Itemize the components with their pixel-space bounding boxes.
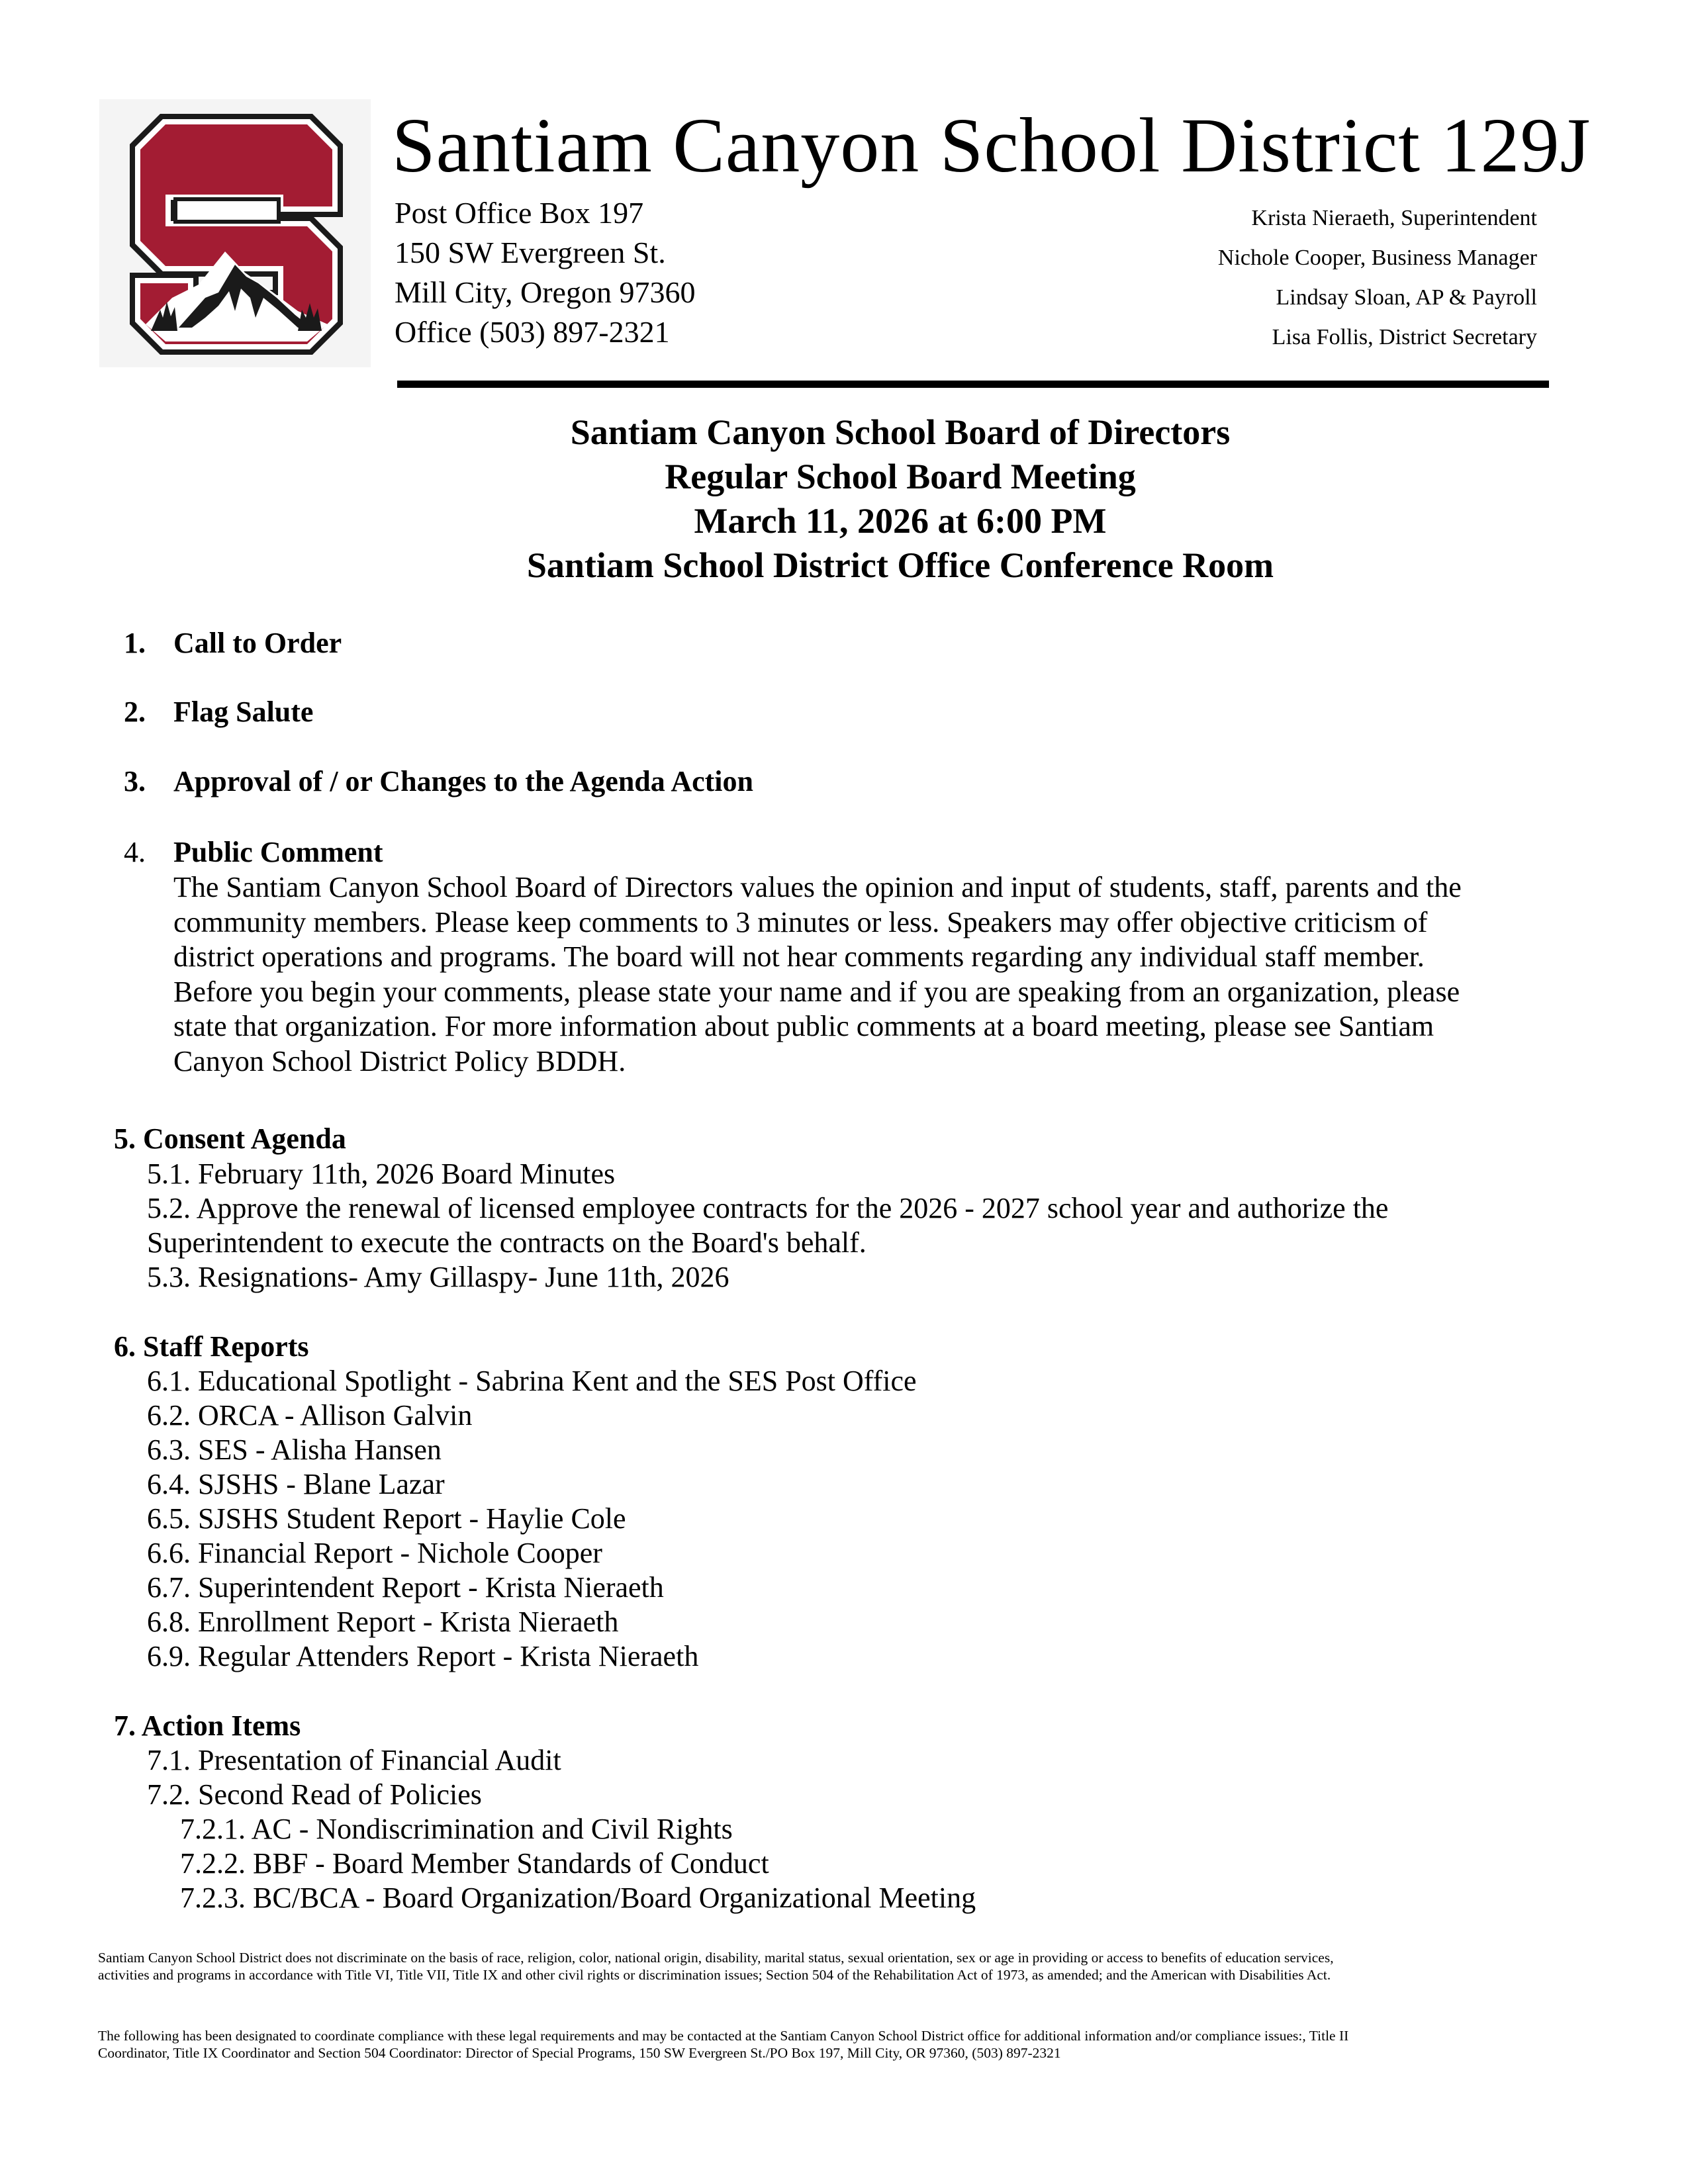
meeting-type: Regular School Board Meeting xyxy=(665,457,1136,496)
paragraph-line: community members. Please keep comments to 3 minutes or less. Speakers may offer objective criticism of xyxy=(173,905,1428,938)
staff-ap-payroll: Lindsay Sloan, AP & Payroll xyxy=(1276,285,1537,310)
agenda-item-label: Public Comment xyxy=(173,836,383,868)
policy-item: 7.2.1. AC - Nondiscrimination and Civil Rights xyxy=(180,1813,733,1845)
nondiscrimination-notice xyxy=(98,1949,1554,1983)
district-staff-list xyxy=(1218,199,1537,357)
meeting-datetime: March 11, 2026 at 6:00 PM xyxy=(694,501,1107,541)
agenda-item-number: 4. xyxy=(124,836,146,868)
agenda-item-label: Flag Salute xyxy=(173,696,314,728)
paragraph-line: The Santiam Canyon School Board of Directors values the opinion and input of students, staff, parents and the xyxy=(173,871,1462,903)
paragraph-line: Before you begin your comments, please state your name and if you are speaking from an organization, please xyxy=(173,975,1460,1008)
agenda-item-number: 1. xyxy=(124,627,146,659)
consent-item: 5.2. Approve the renewal of licensed employee contracts for the 2026 - 2027 school year and authorize the xyxy=(147,1192,1389,1224)
footer-line: activities and programs in accordance with Title VI, Title VII, Title IX and other civil rights or discrimination issues; Section 504 of the Rehabilitation Act of 1973, as amended; and the American with Disabilities Act. xyxy=(98,1967,1331,1983)
header-divider xyxy=(397,381,1549,388)
agenda-item-label: Approval of / or Changes to the Agenda Action xyxy=(173,765,754,797)
policy-item: 7.2.2. BBF - Board Member Standards of Conduct xyxy=(180,1847,769,1880)
action-item: 7.2. Second Read of Policies xyxy=(147,1778,482,1811)
compliance-coordinator-notice xyxy=(98,2027,1554,2062)
paragraph-line: district operations and programs. The board will not hear comments regarding any individual staff member. xyxy=(173,940,1425,973)
office-phone: Office (503) 897-2321 xyxy=(395,315,670,349)
consent-item-continuation: Superintendent to execute the contracts on the Board's behalf. xyxy=(147,1226,867,1259)
consent-item: 5.3. Resignations- Amy Gillaspy- June 11th, 2026 xyxy=(147,1261,729,1293)
staff-report-item: 6.1. Educational Spotlight - Sabrina Kent and the SES Post Office xyxy=(147,1365,917,1397)
staff-report-item: 6.7. Superintendent Report - Krista Nieraeth xyxy=(147,1571,664,1604)
staff-report-item: 6.9. Regular Attenders Report - Krista Nieraeth xyxy=(147,1640,699,1672)
address-city: Mill City, Oregon 97360 xyxy=(395,275,696,309)
policy-item: 7.2.3. BC/BCA - Board Organization/Board Organizational Meeting xyxy=(180,1882,976,1914)
consent-item: 5.1. February 11th, 2026 Board Minutes xyxy=(147,1158,616,1190)
footer-line: Coordinator, Title IX Coordinator and Section 504 Coordinator: Director of Special Programs, 150 SW Evergreen St./PO Box 197, Mill City, OR 97360, (503) 897-2321 xyxy=(98,2045,1061,2061)
agenda-section-action-items: 7. Action Items xyxy=(114,1709,301,1742)
staff-report-item: 6.6. Financial Report - Nichole Cooper xyxy=(147,1537,602,1569)
agenda-item-number: 3. xyxy=(124,765,146,797)
staff-report-item: 6.8. Enrollment Report - Krista Nieraeth xyxy=(147,1606,619,1638)
address-po-box: Post Office Box 197 xyxy=(395,196,644,230)
staff-report-item: 6.2. ORCA - Allison Galvin xyxy=(147,1399,473,1432)
staff-report-item: 6.5. SJSHS Student Report - Haylie Cole xyxy=(147,1502,626,1535)
paragraph-line: Canyon School District Policy BDDH. xyxy=(173,1044,626,1077)
agenda-item-label: Call to Order xyxy=(173,627,342,659)
agenda-section-staff-reports: 6. Staff Reports xyxy=(114,1330,309,1363)
staff-district-secretary: Lisa Follis, District Secretary xyxy=(1272,325,1537,349)
agenda-section-consent: 5. Consent Agenda xyxy=(114,1122,346,1155)
footer-line: The following has been designated to coordinate compliance with these legal requirements and may be contacted at the Santiam Canyon School District office for additional information and/or compliance issues:, Title II xyxy=(98,2028,1349,2044)
meeting-title xyxy=(384,410,1417,588)
footer-line: Santiam Canyon School District does not discriminate on the basis of race, religion, color, national origin, disability, marital status, sexual orientation, sex or age in providing or access to benefits of education services, xyxy=(98,1950,1334,1966)
address-street: 150 SW Evergreen St. xyxy=(395,236,666,269)
district-logo xyxy=(99,99,371,367)
staff-superintendent: Krista Nieraeth, Superintendent xyxy=(1251,206,1537,230)
mountain-s-logo-icon xyxy=(99,99,371,367)
staff-business-manager: Nichole Cooper, Business Manager xyxy=(1217,246,1537,270)
staff-report-item: 6.4. SJSHS - Blane Lazar xyxy=(147,1468,445,1500)
meeting-board-name: Santiam Canyon School Board of Directors xyxy=(570,412,1231,452)
agenda-item-number: 2. xyxy=(124,696,146,728)
action-item: 7.1. Presentation of Financial Audit xyxy=(147,1744,561,1776)
meeting-location: Santiam School District Office Conference Room xyxy=(526,545,1274,585)
paragraph-line: state that organization. For more information about public comments at a board meeting, please see Santiam xyxy=(173,1010,1434,1042)
district-name: Santiam Canyon School District 129J xyxy=(392,102,1591,189)
public-comment-description xyxy=(173,870,1530,1079)
district-address xyxy=(395,193,695,352)
staff-report-item: 6.3. SES - Alisha Hansen xyxy=(147,1433,442,1466)
